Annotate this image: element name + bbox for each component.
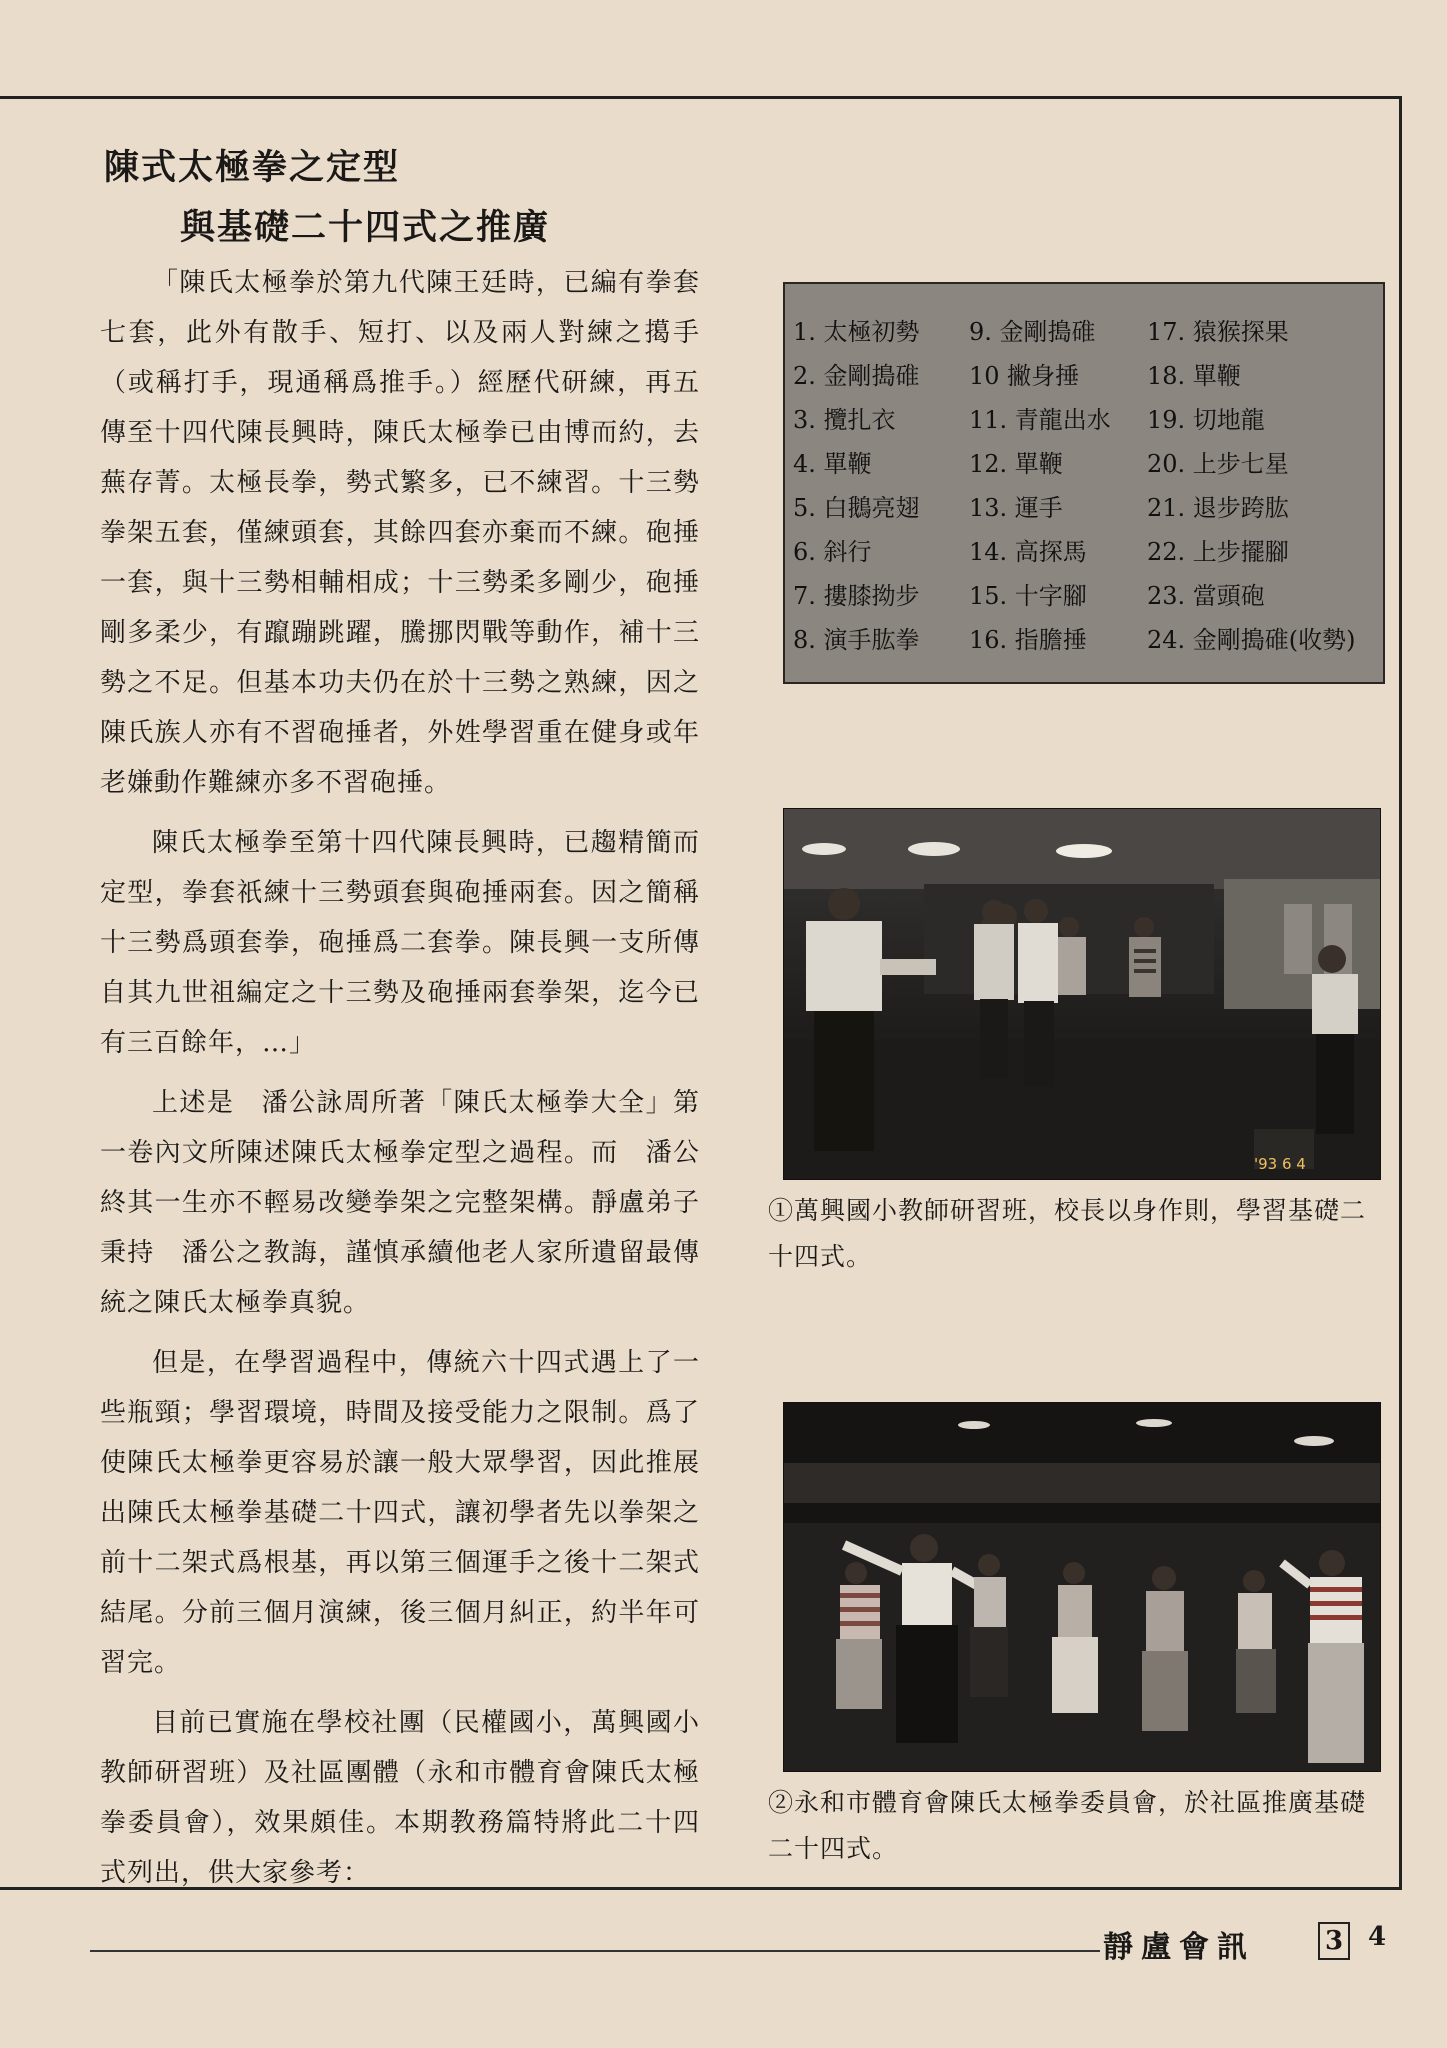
article-title-line1: 陳式太極拳之定型	[104, 147, 401, 188]
form-item: 19. 切地龍	[1147, 406, 1265, 434]
forms-list-box	[783, 282, 1385, 684]
form-item: 3. 攬扎衣	[793, 406, 896, 434]
article-body	[100, 258, 700, 1908]
article-title-line2: 與基礎二十四式之推廣	[180, 207, 551, 248]
form-item: 22. 上步擺腳	[1147, 538, 1289, 566]
form-item: 5. 白鵝亮翅	[793, 494, 920, 522]
page-number: 4	[1368, 1922, 1387, 1952]
paragraph-1: 「陳氏太極拳於第九代陳王廷時，已編有拳套七套，此外有散手、短打、以及兩人對練之擖手（或稱打手，現通稱爲推手。）經歷代研練，再五傳至十四代陳長興時，陳氏太極拳已由博而約，去蕪存菁。太極長拳，勢式繁多，已不練習。十三勢拳架五套，僅練頭套，其餘四套亦棄而不練。砲捶一套，與十三勢相輔相成；十三勢柔多剛少，砲捶剛多柔少，有躥蹦跳躍，騰挪閃戰等動作，補十三勢之不足。但基本功夫仍在於十三勢之熟練，因之陳氏族人亦有不習砲捶者，外姓學習重在健身或年老嫌動作難練亦多不習砲捶。	[100, 268, 700, 798]
form-item: 9. 金剛搗碓	[969, 318, 1096, 346]
form-item: 14. 高探馬	[969, 538, 1087, 566]
photo-community-class	[783, 1402, 1381, 1772]
paragraph-3: 上述是 潘公詠周所著「陳氏太極拳大全」第一卷內文所陳述陳氏太極拳定型之過程。而 潘公終其一生亦不輕易改變拳架之完整架構。靜盧弟子秉持 潘公之教誨，謹慎承續他老人家所遺留最傳統之陳氏太極拳真貌。	[100, 1088, 700, 1318]
form-item: 1. 太極初勢	[793, 318, 920, 346]
form-item: 20. 上步七星	[1147, 450, 1289, 478]
form-item: 10 撇身捶	[969, 362, 1080, 390]
form-item: 2. 金剛搗碓	[793, 362, 920, 390]
form-item: 7. 摟膝拗步	[793, 582, 920, 610]
paragraph-5: 目前已實施在學校社團（民權國小，萬興國小教師研習班）及社區團體（永和市體育會陳氏太極拳委員會），效果頗佳。本期教務篇特將此二十四式列出，供大家參考：	[100, 1708, 700, 1888]
footer-rule	[90, 1950, 1100, 1952]
form-item: 12. 單鞭	[969, 450, 1063, 478]
form-item: 11. 青龍出水	[969, 406, 1111, 434]
photo-school-class	[783, 808, 1381, 1180]
form-item: 8. 演手肱拳	[793, 626, 920, 654]
form-item: 21. 退步跨肱	[1147, 494, 1289, 522]
form-item: 15. 十字腳	[969, 582, 1087, 610]
paragraph-4: 但是，在學習過程中，傳統六十四式遇上了一些瓶頸；學習環境，時間及接受能力之限制。爲了使陳氏太極拳更容易於讓一般大眾學習，因此推展出陳氏太極拳基礎二十四式，讓初學者先以拳架之前十二架式爲根基，再以第三個運手之後十二架式結尾。分前三個月演練，後三個月糾正，約半年可習完。	[100, 1348, 700, 1678]
photo-date-stamp: '93 6 4	[1254, 1155, 1306, 1173]
form-item: 6. 斜行	[793, 538, 872, 566]
form-item: 18. 單鞭	[1147, 362, 1241, 390]
photo-community-class-image	[784, 1403, 1381, 1772]
forms-grid	[793, 312, 1383, 664]
photo2-caption: ②永和市體育會陳氏太極拳委員會，於社區推廣基礎二十四式。	[768, 1788, 1367, 1863]
page-number-boxed: 3	[1318, 1922, 1350, 1960]
paragraph-2: 陳氏太極拳至第十四代陳長興時，已趨精簡而定型，拳套祇練十三勢頭套與砲捶兩套。因之簡稱十三勢爲頭套拳，砲捶爲二套拳。陳長興一支所傳自其九世祖編定之十三勢及砲捶兩套拳架，迄今已有三百餘年，…」	[100, 828, 700, 1058]
form-item: 23. 當頭砲	[1147, 582, 1265, 610]
form-item: 16. 指膽捶	[969, 626, 1087, 654]
publication-name: 靜盧會訊	[1103, 1930, 1255, 1965]
photo1-caption: ①萬興國小教師研習班，校長以身作則，學習基礎二十四式。	[768, 1196, 1367, 1271]
form-item: 17. 猿猴探果	[1147, 318, 1289, 346]
form-item: 13. 運手	[969, 494, 1063, 522]
form-item: 4. 單鞭	[793, 450, 872, 478]
form-item: 24. 金剛搗碓(收勢)	[1147, 626, 1356, 654]
photo-school-class-image	[784, 809, 1381, 1180]
